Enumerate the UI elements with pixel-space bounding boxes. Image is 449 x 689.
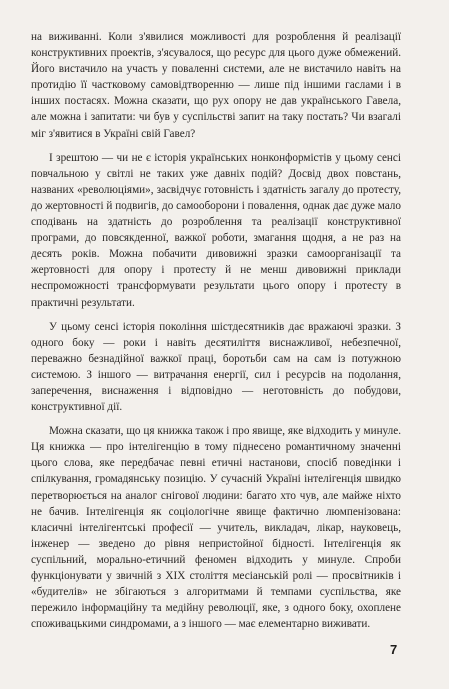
book-page-text [31, 29, 401, 632]
paragraph-intelligentsia: Можна сказати, що ця книжка також і про явище, яке відходить у минуле. Ця книжка — про інтелігенцію в тому піднесено романтичному значенні цього слова, яке передбачає певні етичні настанови, спосіб поведінки і спілкування, громадянську позицію. У сучасній Україні інтелігенція швидко перетворюється на аналог снігової людини: багато хто чув, але майже ніхто не бачив. Інтелігенція як соціологічне явище фактично люмпенізована: класичні інтелігентські професії — учитель, викладач, лікар, науковець, інженер — зведено до рівня непристойної бідності. Інтелігенція як суспільний, морально-етичний феномен відходить у минуле. Спроби функціонувати у звичній з XIX століття месіанській ролі — просвітників і «будителів» не збігаються з алгоритмами й темпами суспільства, яке пережило інформаційну та медійну революції, яке, з одного боку, охоплене споживацькими синдромами, а з іншого — має елементарно виживати. [31, 425, 401, 631]
paragraph-sixtiers-generation: У цьому сенсі історія покоління шістдесятників дає вражаючі зразки. З одного боку — роки і навіть десятиліття виснажливої, небезпечної, переважно безнадійної важкої праці, боротьби сам на сам із потужною системою. З іншого — витрачання енергії, сил і ресурсів на подолання, заперечення, виснаження і відповідно — неготовність до побудови, конструктивної дії. [31, 320, 401, 414]
paragraph-continuation: на виживанні. Коли з'явилися можливості для розроблення й реалізації конструктивних проектів, з'ясувалося, що ресурс для цього дуже обмежений. Його вистачило на участь у поваленні системи, але не вистачило навіть на протидію її частковому самовідтворенню — лише під іншими гаслами і в інших постасях. Можна сказати, що рух опору не дав українського Гавела, але можна і запитати: чи був у суспільстві запит на таку постать? Чи взагалі міг з'явитися в Україні свій Гавел? [31, 31, 401, 140]
page-number: 7 [390, 642, 398, 657]
paragraph-nonconformists: І зрештою — чи не є історія українських нонконформістів у цьому сенсі повчальною у світлі не таких уже давніх подій? Досвід двох повстань, названих «революціями», засвідчує готовність і здатність загалу до протесту, до жертовності й подвигів, до самооборони і повалення, однак дає дуже мало сподівань на здатність до розроблення та реалізації конструктивної програми, до повсякденної, важкої роботи, змагання щодня, а не раз на десять років. Можна побачити дивовижні зразки самоорганізації та жертовності для опору і протесту й не менш дивовижні приклади неспроможності трансформувати результати цього опору і протесту в практичні результати. [31, 151, 401, 309]
